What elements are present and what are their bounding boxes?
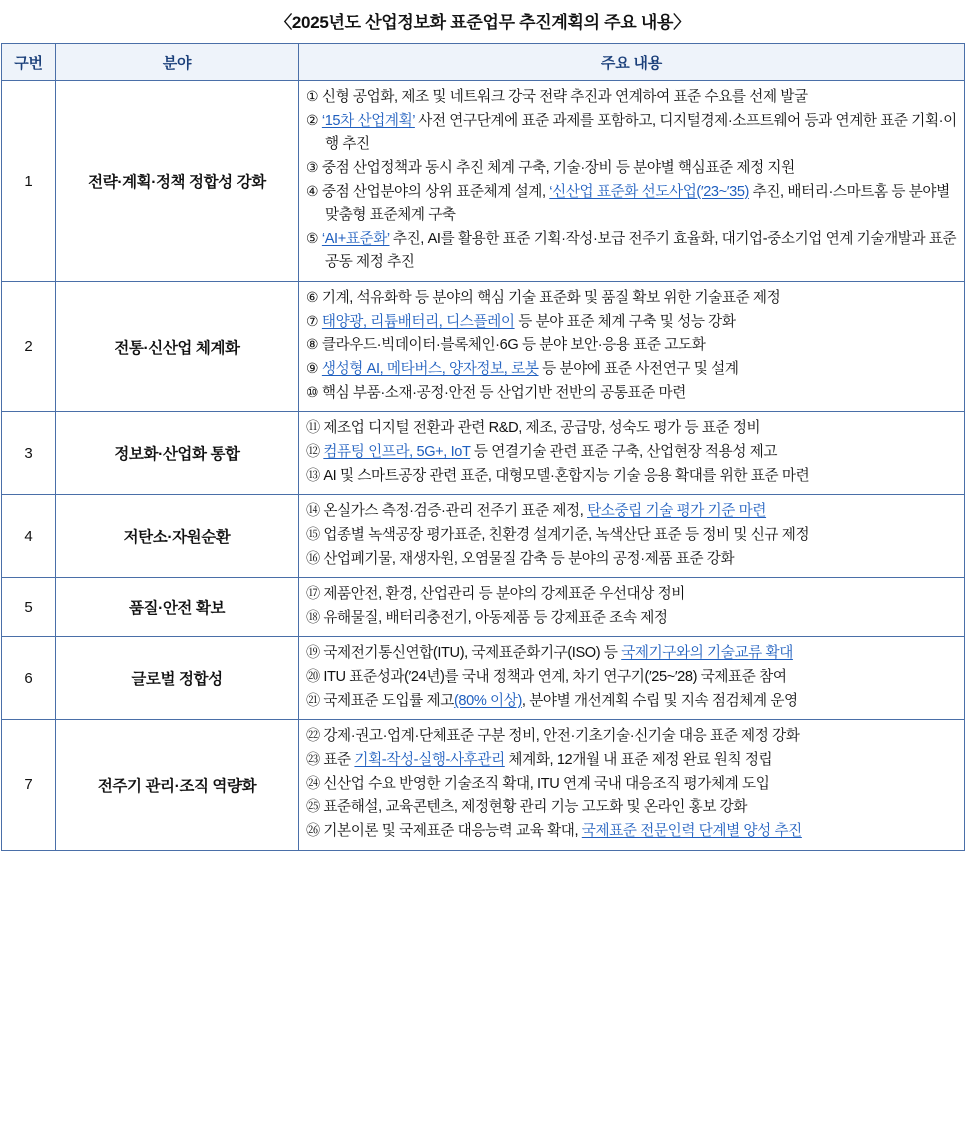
- content-item: [306, 157, 958, 181]
- item-text: 기계, 석유화학 등 분야의 핵심 기술 표준화 및 품질 확보 위한 기술표준 제정: [321, 290, 781, 307]
- content-item: [306, 334, 958, 358]
- item-text: ITU 표준성과(′24년)를 국내 정책과 연계, 차기 연구기(′25~′28) 국제표준 참여: [323, 669, 787, 686]
- content-item: [306, 548, 958, 572]
- content-item: [306, 110, 958, 157]
- content-item: [306, 465, 958, 489]
- item-marker: ⑮: [306, 526, 324, 543]
- row-field: 전략·계획·정책 정합성 강화: [56, 81, 299, 282]
- content-item: [306, 773, 958, 797]
- highlight-link[interactable]: 기획-작성-실행-사후관리: [354, 752, 505, 769]
- column-header-num: 구번: [2, 44, 56, 81]
- item-marker: ③: [306, 159, 322, 176]
- item-marker: ㉕: [306, 799, 324, 816]
- row-content: [299, 495, 965, 578]
- item-marker: ⑯: [306, 550, 324, 567]
- row-content: [299, 81, 965, 282]
- table-body: [2, 81, 965, 851]
- content-item: [306, 500, 958, 524]
- content-item: [306, 417, 958, 441]
- row-number: 2: [2, 282, 56, 412]
- highlight-link[interactable]: ‘신산업 표준화 선도사업(′23~′35): [549, 183, 749, 200]
- item-text: 유해물질, 배터리충전기, 아동제품 등 강제표준 조속 제정: [323, 609, 668, 626]
- item-marker: ⑥: [306, 290, 322, 307]
- row-content: [299, 637, 965, 720]
- item-marker: ⑲: [306, 645, 324, 662]
- item-marker: ⑭: [306, 503, 324, 520]
- item-text: 사전 연구단계에 표준 과제를 포함하고, 디지털경제·소프트웨어 등과 연계한 표준 기획·이행 추진: [325, 112, 957, 153]
- content-item: [306, 228, 958, 275]
- table-row: [2, 637, 965, 720]
- highlight-link[interactable]: 탄소중립 기술 평가 기준 마련: [587, 503, 767, 520]
- item-marker: ⑱: [306, 609, 324, 626]
- item-text: 추진, AI를 활용한 표준 기획·작성·보급 전주기 효율화, 대기업-중소기업 연계 기술개발과 표준 공동 제정 추진: [325, 230, 957, 271]
- row-field: 품질·안전 확보: [56, 578, 299, 637]
- highlight-link[interactable]: ‘AI+표준화’: [321, 230, 390, 247]
- item-marker: ⑨: [306, 361, 322, 378]
- item-text: 등 분야 표준 체계 구축 및 성능 강화: [514, 313, 736, 330]
- content-item: [306, 820, 958, 844]
- item-marker: ⑬: [306, 467, 324, 484]
- item-text: 체계화, 12개월 내 표준 제정 완료 원칙 정립: [504, 752, 773, 769]
- table-row: [2, 81, 965, 282]
- row-content: [299, 720, 965, 850]
- item-text: 국제전기통신연합(ITU), 국제표준화기구(ISO) 등: [323, 645, 622, 662]
- highlight-link[interactable]: 컴퓨팅 인프라, 5G+, IoT: [323, 443, 471, 460]
- row-field: 글로벌 정합성: [56, 637, 299, 720]
- item-text: 산업폐기물, 재생자원, 오염물질 감축 등 분야의 공정·제품 표준 강화: [323, 550, 735, 567]
- table-row: [2, 578, 965, 637]
- row-content: [299, 282, 965, 412]
- row-number: 6: [2, 637, 56, 720]
- item-marker: ⑧: [306, 337, 322, 354]
- row-number: 7: [2, 720, 56, 850]
- item-marker: ⑰: [306, 586, 324, 603]
- row-field: 전주기 관리·조직 역량화: [56, 720, 299, 850]
- content-item: [306, 642, 958, 666]
- item-text: 추진, 배터리·스마트홈 등 분야별 맞춤형 표준체계 구축: [325, 183, 950, 224]
- item-marker: ⑩: [306, 384, 322, 401]
- highlight-link[interactable]: 태양광, 리튬배터리, 디스플레이: [321, 313, 515, 330]
- item-marker: ㉓: [306, 752, 324, 769]
- content-item: [306, 311, 958, 335]
- item-text: 제조업 디지털 전환과 관련 R&D, 제조, 공급망, 성숙도 평가 등 표준 정비: [323, 420, 761, 437]
- content-item: [306, 358, 958, 382]
- item-marker: ①: [306, 89, 322, 105]
- row-content: [299, 412, 965, 495]
- page-title: 〈2025년도 산업정보화 표준업무 추진계획의 주요 내용〉: [275, 13, 690, 32]
- table-row: [2, 495, 965, 578]
- table-row: [2, 282, 965, 412]
- row-content: [299, 578, 965, 637]
- item-text: 표준: [323, 752, 355, 769]
- content-item: [306, 725, 958, 749]
- item-marker: ㉖: [306, 822, 324, 839]
- plan-table: [1, 43, 965, 851]
- item-text: 제품안전, 환경, 산업관리 등 분야의 강제표준 우선대상 정비: [323, 586, 685, 603]
- row-number: 4: [2, 495, 56, 578]
- item-marker: ⑳: [306, 669, 324, 686]
- content-item: [306, 86, 958, 110]
- content-item: [306, 524, 958, 548]
- item-marker: ⑤: [306, 230, 322, 247]
- item-marker: ㉒: [306, 728, 324, 745]
- content-item: [306, 690, 958, 714]
- content-item: [306, 666, 958, 690]
- highlight-link[interactable]: (80% 이상): [453, 692, 522, 709]
- item-marker: ②: [306, 112, 322, 129]
- row-field: 저탄소·자원순환: [56, 495, 299, 578]
- item-text: 신형 공업화, 제조 및 네트워크 강국 전략 추진과 연계하여 표준 수요를 선제 발굴: [321, 89, 808, 105]
- row-number: 3: [2, 412, 56, 495]
- table-header: [2, 44, 965, 81]
- content-item: [306, 583, 958, 607]
- highlight-link[interactable]: 생성형 AI, 메타버스, 양자정보, 로봇: [321, 361, 539, 378]
- item-marker: ⑫: [306, 443, 324, 460]
- item-text: 업종별 녹색공장 평가표준, 친환경 설계기준, 녹색산단 표준 등 정비 및 신규 제정: [323, 526, 810, 543]
- content-item: [306, 607, 958, 631]
- column-header-content: 주요 내용: [299, 44, 965, 81]
- row-number: 1: [2, 81, 56, 282]
- column-header-field: 분야: [56, 44, 299, 81]
- row-field: 전통·신산업 체계화: [56, 282, 299, 412]
- table-header-row: [2, 44, 965, 81]
- item-marker: ㉑: [306, 692, 324, 709]
- table-row: [2, 720, 965, 850]
- item-text: 국제표준 도입률 제고: [323, 692, 454, 709]
- content-item: [306, 796, 958, 820]
- item-marker: ⑦: [306, 313, 322, 330]
- item-text: 등 분야에 표준 사전연구 및 설계: [538, 361, 739, 378]
- table-row: [2, 412, 965, 495]
- item-text: 등 연결기술 관련 표준 구축, 산업현장 적용성 제고: [470, 443, 778, 460]
- content-item: [306, 181, 958, 228]
- highlight-link[interactable]: ‘15차 산업계획’: [321, 112, 415, 129]
- content-item: [306, 749, 958, 773]
- item-text: 클라우드·빅데이터·블록체인·6G 등 분야 보안·응용 표준 고도화: [321, 337, 706, 354]
- item-text: 핵심 부품·소재·공정·안전 등 산업기반 전반의 공통표준 마련: [321, 384, 686, 401]
- row-number: 5: [2, 578, 56, 637]
- content-item: [306, 287, 958, 311]
- item-marker: ⑪: [306, 420, 324, 437]
- item-text: 중점 산업분야의 상위 표준체계 설계,: [321, 183, 550, 200]
- item-marker: ㉔: [306, 775, 324, 792]
- item-text: 강제·권고·업계·단체표준 구분 정비, 안전·기초기술·신기술 대응 표준 제정 강화: [323, 728, 800, 745]
- content-item: [306, 441, 958, 465]
- item-text: 기본이론 및 국제표준 대응능력 교육 확대,: [323, 822, 582, 839]
- item-text: 온실가스 측정·검증·관리 전주기 표준 제정,: [323, 503, 588, 520]
- item-text: AI 및 스마트공장 관련 표준, 대형모델·혼합지능 기술 응용 확대를 위한 표준 마련: [323, 467, 810, 484]
- item-text: 신산업 수요 반영한 기술조직 확대, ITU 연계 국내 대응조직 평가체계 도입: [323, 775, 770, 792]
- item-text: 중점 산업정책과 동시 추진 체계 구축, 기술·장비 등 분야별 핵심표준 제정 지원: [321, 159, 795, 176]
- row-field: 정보화·산업화 통합: [56, 412, 299, 495]
- item-text: 표준해설, 교육콘텐츠, 제정현황 관리 기능 고도화 및 온라인 홍보 강화: [323, 799, 748, 816]
- content-item: [306, 382, 958, 406]
- item-marker: ④: [306, 183, 322, 200]
- highlight-link[interactable]: 국제표준 전문인력 단계별 양성 추진: [581, 822, 802, 839]
- item-text: , 분야별 개선계획 수립 및 지속 점검체계 운영: [521, 692, 798, 709]
- highlight-link[interactable]: 국제기구와의 기술교류 확대: [621, 645, 793, 662]
